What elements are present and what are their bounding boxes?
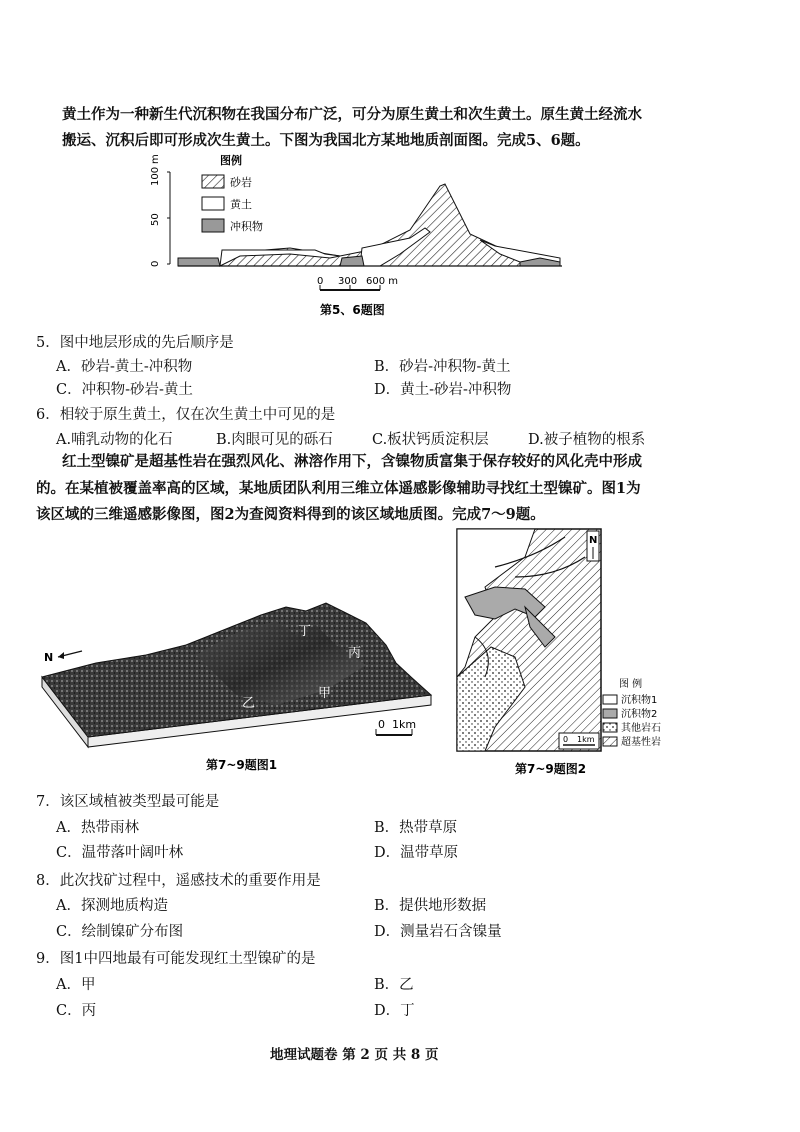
y-tick-50: 50 xyxy=(150,213,161,226)
q8-stem: 8．此次找矿过程中，遥感技术的重要作用是 xyxy=(36,873,321,889)
q7-option-c[interactable]: C．温带落叶阔叶林 xyxy=(56,845,184,861)
scale-600: 600 m xyxy=(366,276,399,287)
geological-map-figure xyxy=(455,527,675,782)
place-yi: 乙 xyxy=(242,696,256,711)
legend-alluvium-label: 冲积物 xyxy=(230,220,263,233)
q6-option-b[interactable]: B.肉眼可见的砾石 xyxy=(216,432,333,448)
legend-alluvium-swatch xyxy=(202,219,224,232)
place-jia: 甲 xyxy=(318,686,332,701)
y-tick-0: 0 xyxy=(150,260,161,267)
scale-300: 300 xyxy=(338,276,358,287)
intro1-line2: 搬运、沉积后即可形成次生黄土。下图为我国北方某地地质剖面图。完成5、6题。 xyxy=(62,132,590,149)
y-unit: m xyxy=(150,154,161,164)
q8-option-c[interactable]: C．绘制镍矿分布图 xyxy=(56,924,184,940)
q7-option-a[interactable]: A．热带雨林 xyxy=(56,820,139,836)
q5-option-b[interactable]: B．砂岩-冲积物-黄土 xyxy=(374,359,511,375)
page-footer: 地理试题卷 第 2 页 共 8 页 xyxy=(270,1047,439,1063)
q8-option-d[interactable]: D．测量岩石含镍量 xyxy=(374,924,502,940)
q8-option-a[interactable]: A．探测地质构造 xyxy=(56,898,168,914)
scale-0: 0 xyxy=(317,276,324,287)
intro2-line1: 红土型镍矿是超基性岩在强烈风化、淋溶作用下，含镍物质富集于保存较好的风化壳中形成 xyxy=(62,453,642,470)
fig2-scale-0: 0 xyxy=(563,735,569,744)
legend-loess-label: 黄土 xyxy=(230,198,252,211)
q9-option-b[interactable]: B．乙 xyxy=(374,977,414,993)
fig2-legend-sediment1: 沉积物1 xyxy=(621,695,658,706)
legend-sandstone-swatch xyxy=(202,175,224,188)
q6-option-c[interactable]: C.板状钙质淀积层 xyxy=(372,432,489,448)
legend-title: 图例 xyxy=(220,154,242,167)
q6-option-a[interactable]: A.哺乳动物的化石 xyxy=(56,432,173,448)
place-bing: 丙 xyxy=(348,646,362,661)
q5-option-a[interactable]: A．砂岩-黄土-冲积物 xyxy=(56,359,193,375)
cross-section-figure xyxy=(140,150,580,325)
q5-option-c[interactable]: C．冲积物-砂岩-黄土 xyxy=(56,382,193,398)
fig1-caption: 第7~9题图1 xyxy=(206,758,278,772)
fig1-scale-0: 0 xyxy=(378,718,385,731)
q5-option-d[interactable]: D．黄土-砂岩-冲积物 xyxy=(374,382,512,398)
fig2-caption: 第7~9题图2 xyxy=(515,762,587,776)
fig2-legend-title: 图 例 xyxy=(619,679,643,690)
q5-stem: 5．图中地层形成的先后顺序是 xyxy=(36,335,234,351)
fig2-legend-ultrabasic: 超基性岩 xyxy=(621,737,661,748)
fig1-scale-1km: 1km xyxy=(392,718,417,731)
q9-option-a[interactable]: A．甲 xyxy=(56,977,96,993)
q9-option-d[interactable]: D．丁 xyxy=(374,1003,415,1019)
fig2-north-label: N xyxy=(589,535,598,546)
fig2-legend-sediment2: 沉积物2 xyxy=(621,709,658,720)
q9-option-c[interactable]: C．丙 xyxy=(56,1003,97,1019)
q6-option-d[interactable]: D.被子植物的根系 xyxy=(528,432,646,448)
fig1-north-label: N xyxy=(44,651,54,664)
fig56-caption: 第5、6题图 xyxy=(320,303,385,317)
q8-option-b[interactable]: B．提供地形数据 xyxy=(374,898,487,914)
legend-loess-swatch xyxy=(202,197,224,210)
fig2-legend-other-rock: 其他岩石 xyxy=(621,723,661,734)
q7-option-d[interactable]: D．温带草原 xyxy=(374,845,459,861)
place-ding: 丁 xyxy=(298,624,312,639)
q6-stem: 6．相较于原生黄土，仅在次生黄土中可见的是 xyxy=(36,407,336,423)
q9-stem: 9．图1中四地最有可能发现红土型镍矿的是 xyxy=(36,951,316,967)
intro1-line1: 黄土作为一种新生代沉积物在我国分布广泛，可分为原生黄土和次生黄土。原生黄土经流水 xyxy=(62,106,642,123)
legend-sandstone-label: 砂岩 xyxy=(230,176,252,189)
q7-option-b[interactable]: B．热带草原 xyxy=(374,820,458,836)
q7-stem: 7．该区域植被类型最可能是 xyxy=(36,794,220,810)
intro2-line2: 的。在某植被覆盖率高的区域，某地质团队利用三维立体遥感影像辅助寻找红土型镍矿。图1为 xyxy=(36,480,641,497)
remote-sensing-3d-figure xyxy=(36,595,441,775)
intro2-line3: 该区域的三维遥感影像图，图2为查阅资料得到的该区域地质图。完成7～9题。 xyxy=(36,506,545,523)
fig2-scale-1km: 1km xyxy=(577,735,595,744)
y-tick-100: 100 xyxy=(150,166,161,186)
